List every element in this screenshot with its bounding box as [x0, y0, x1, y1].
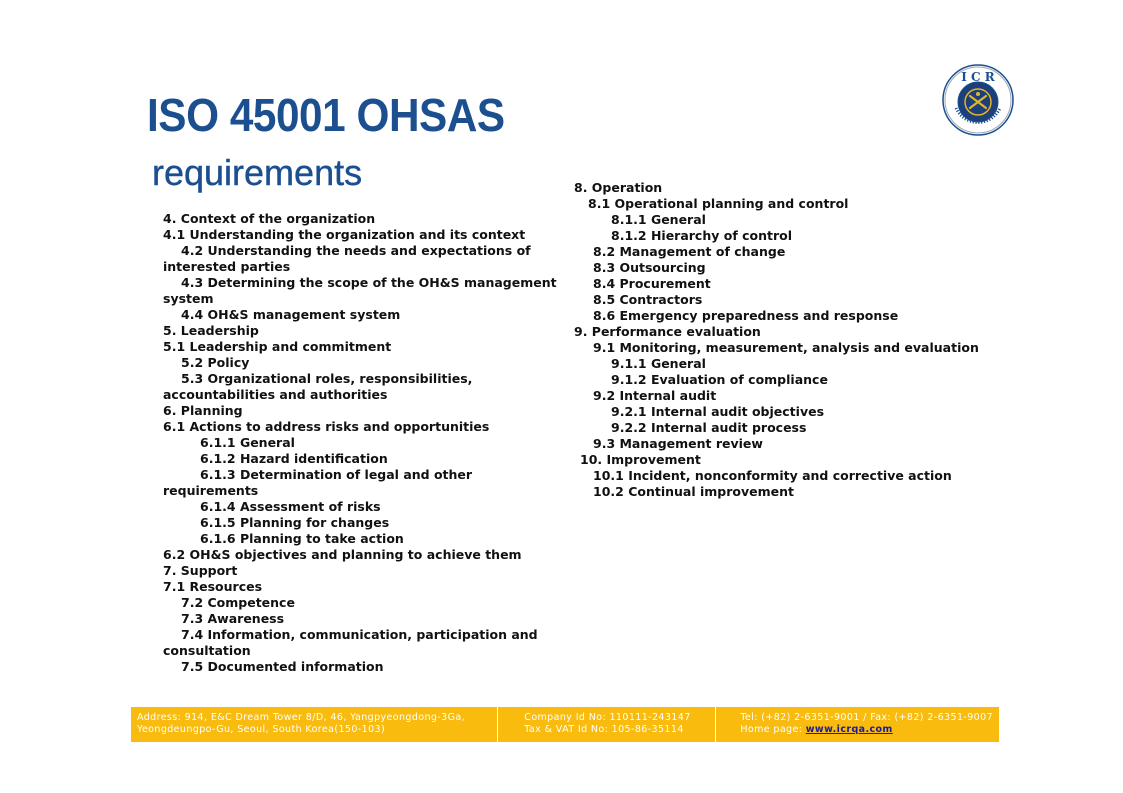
requirement-item: 10.2 Continual improvement — [593, 484, 794, 499]
requirement-item: 4.1 Understanding the organization and its context — [163, 227, 526, 242]
requirement-item: interested parties — [163, 259, 291, 274]
requirement-item: 4.3 Determining the scope of the OH&S management — [181, 275, 557, 290]
requirement-item: 9.1.1 General — [611, 356, 706, 371]
requirement-item: 6.1.3 Determination of legal and other — [200, 467, 473, 482]
requirement-item: 7. Support — [163, 563, 238, 578]
icr-logo — [942, 64, 1014, 136]
requirement-item: requirements — [163, 483, 259, 498]
requirement-item: 6. Planning — [163, 403, 243, 418]
requirement-item: 6.1.1 General — [200, 435, 295, 450]
requirement-item: 7.5 Documented information — [181, 659, 384, 674]
requirement-item: 5.2 Policy — [181, 355, 250, 370]
requirement-item: 6.1.2 Hazard identification — [200, 451, 388, 466]
requirement-item: accountabilities and authorities — [163, 387, 388, 402]
requirement-item: 7.2 Competence — [181, 595, 295, 610]
requirement-item: 8.1.2 Hierarchy of control — [611, 228, 793, 243]
requirement-item: 6.1 Actions to address risks and opportunities — [163, 419, 490, 434]
requirement-item: 8. Operation — [574, 180, 663, 195]
requirement-item: 8.1.1 General — [611, 212, 706, 227]
footer-contact — [715, 707, 999, 742]
tax-id: Tax & VAT Id No: 105-86-35114 — [524, 724, 684, 735]
requirement-item: 4.2 Understanding the needs and expectations of — [181, 243, 531, 258]
requirement-item: 7.4 Information, communication, participation and — [181, 627, 538, 642]
requirement-item: 8.6 Emergency preparedness and response — [593, 308, 899, 323]
requirement-item: system — [163, 291, 214, 306]
requirement-item: 7.1 Resources — [163, 579, 263, 594]
requirement-item: 9.2.1 Internal audit objectives — [611, 404, 825, 419]
page-title: ISO 45001 OHSAS — [147, 89, 505, 141]
requirement-item: 10.1 Incident, nonconformity and corrective action — [593, 468, 952, 483]
requirement-item: 7.3 Awareness — [181, 611, 285, 626]
footer-company — [497, 707, 715, 742]
requirement-item: 9.2 Internal audit — [593, 388, 717, 403]
requirement-item: 5.1 Leadership and commitment — [163, 339, 392, 354]
phone-fax: Tel: (+82) 2-6351-9001 / Fax: (+82) 2-6351-9007 — [740, 712, 993, 723]
requirement-item: 6.1.4 Assessment of risks — [200, 499, 381, 514]
logo-text: I C R — [961, 70, 995, 84]
requirement-item: 8.2 Management of change — [593, 244, 786, 259]
requirement-item: 8.3 Outsourcing — [593, 260, 706, 275]
requirement-item: 9.3 Management review — [593, 436, 763, 451]
requirement-item: 4.4 OH&S management system — [181, 307, 401, 322]
requirement-item: 6.1.6 Planning to take action — [200, 531, 404, 546]
requirement-item: 8.1 Operational planning and control — [588, 196, 849, 211]
requirement-item: 5. Leadership — [163, 323, 259, 338]
footer-address — [131, 707, 497, 742]
requirement-item: 10. Improvement — [580, 452, 701, 467]
requirement-item: 8.4 Procurement — [593, 276, 711, 291]
requirement-item: 6.2 OH&S objectives and planning to achieve them — [163, 547, 522, 562]
requirement-item: 4. Context of the organization — [163, 211, 376, 226]
requirement-item: 8.5 Contractors — [593, 292, 703, 307]
company-id: Company Id No: 110111-243147 — [524, 712, 691, 723]
page-subtitle: requirements — [152, 152, 363, 193]
requirement-item: 9. Performance evaluation — [574, 324, 761, 339]
requirements-list-left — [163, 211, 557, 675]
address-line-2: Yeongdeungpo-Gu, Seoul, South Korea(150-103) — [137, 724, 386, 735]
requirement-item: consultation — [163, 643, 251, 658]
footer-bar — [131, 707, 999, 742]
homepage — [740, 724, 993, 736]
requirement-item: 9.2.2 Internal audit process — [611, 420, 807, 435]
requirement-item: 5.3 Organizational roles, responsibilities, — [181, 371, 473, 386]
requirement-item: 6.1.5 Planning for changes — [200, 515, 390, 530]
homepage-link[interactable]: www.icrqa.com — [805, 724, 893, 735]
homepage-label: Home page: — [740, 724, 806, 735]
requirements-list-right — [574, 180, 979, 500]
requirement-item: 9.1 Monitoring, measurement, analysis and evaluation — [593, 340, 979, 355]
requirement-item: 9.1.2 Evaluation of compliance — [611, 372, 828, 387]
address-line-1: Address: 914, E&C Dream Tower 8/D, 46, Yangpyeongdong-3Ga, — [137, 712, 466, 723]
